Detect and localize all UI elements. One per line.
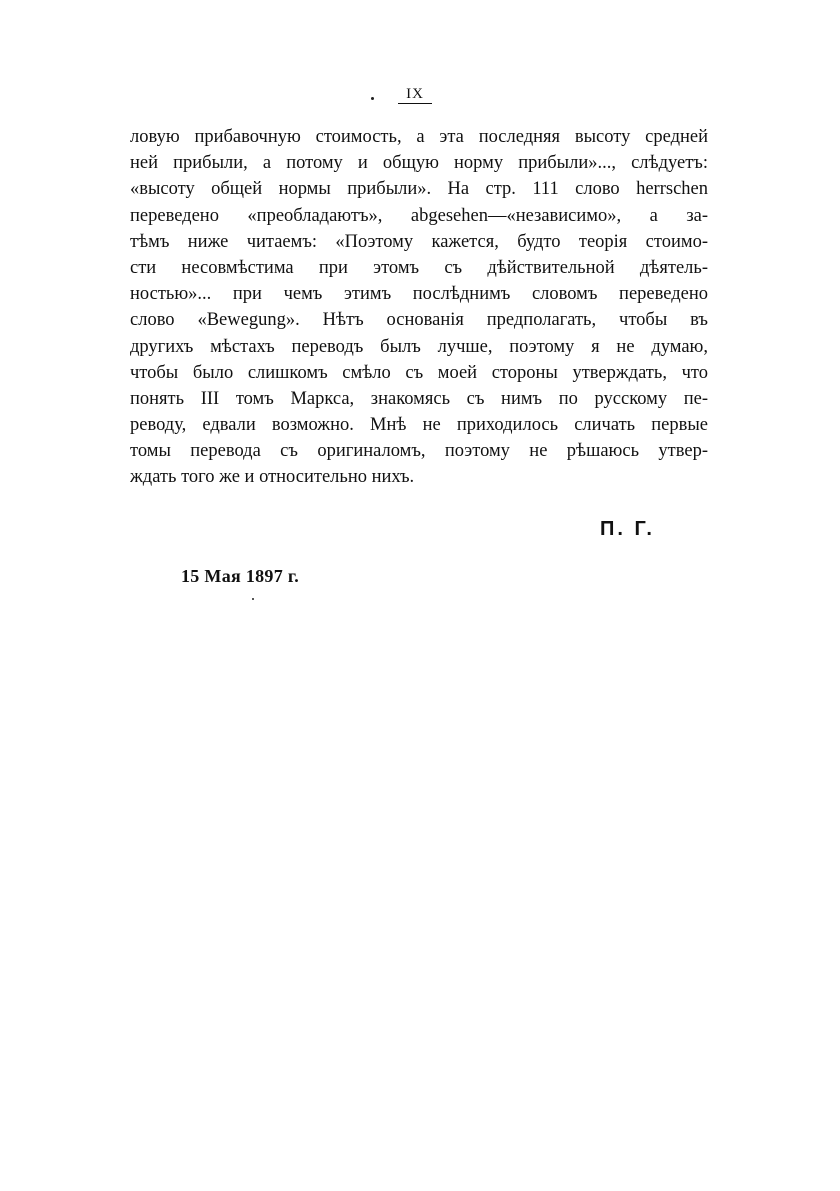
text-line: понять III томъ Маркса, знакомясь съ нимъ по русскому пе- bbox=[130, 388, 708, 409]
text-line: сти несовмѣстима при этомъ съ дѣйствительной дѣятель- bbox=[130, 257, 708, 278]
author-signature: П. Г. bbox=[600, 518, 655, 540]
text-line: тѣмъ ниже читаемъ: «Поэтому кажется, будто теорія стоимо- bbox=[130, 231, 708, 252]
page-number: IX bbox=[398, 86, 432, 104]
date-line: 15 Мая 1897 г. bbox=[181, 566, 300, 586]
text-line: «высоту общей нормы прибыли». На стр. 111 слово herrschen bbox=[130, 179, 708, 200]
text-line: ловую прибавочную стоимость, а эта последняя высоту средней bbox=[130, 127, 708, 147]
text-line: реводу, едвали возможно. Мнѣ не приходилось сличать первые bbox=[130, 415, 708, 436]
text-line: томы перевода съ оригиналомъ, поэтому не рѣшаюсь утвер- bbox=[130, 441, 708, 462]
print-speck bbox=[252, 598, 254, 600]
print-speck bbox=[371, 97, 374, 100]
text-line: слово «Bewegung». Нѣтъ основанія предполагать, чтобы въ bbox=[130, 310, 708, 331]
body-text bbox=[130, 124, 708, 491]
text-line: переведено «преобладаютъ», abgesehen—«независимо», а за- bbox=[130, 205, 708, 226]
text-line: ждать того же и относительно нихъ. bbox=[130, 467, 415, 488]
text-line: чтобы было слишкомъ смѣло съ моей стороны утверждать, что bbox=[130, 362, 708, 383]
text-line: ностью»... при чемъ этимъ послѣднимъ словомъ переведено bbox=[130, 284, 708, 305]
text-line: другихъ мѣстахъ переводъ былъ лучше, поэтому я не думаю, bbox=[130, 336, 708, 357]
text-line: ней прибыли, а потому и общую норму прибыли»..., слѣдуетъ: bbox=[130, 153, 708, 174]
